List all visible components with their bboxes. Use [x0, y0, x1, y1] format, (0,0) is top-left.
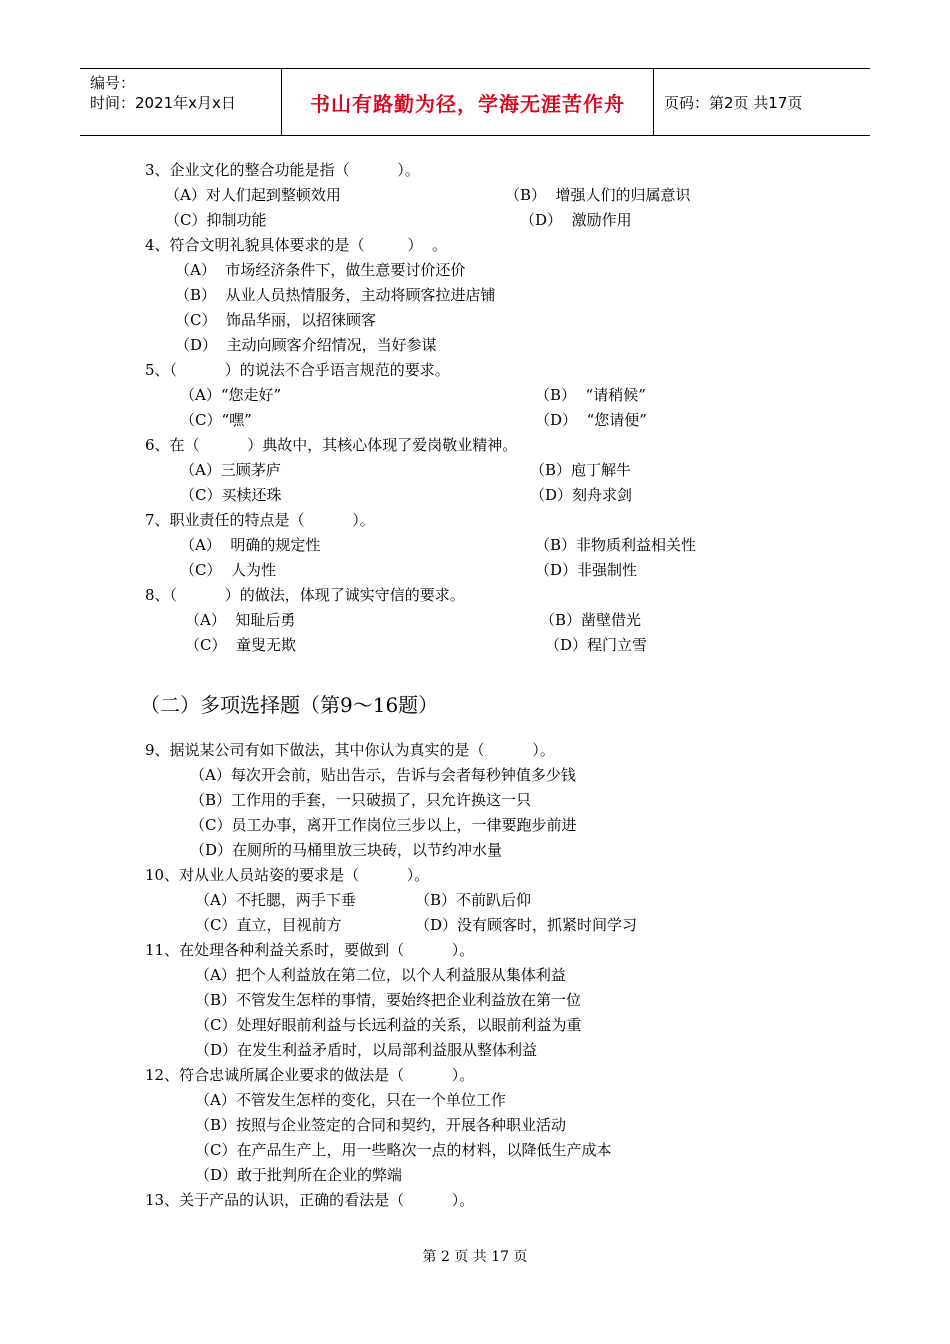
option-c: （C）员工办事，离开工作岗位三步以上，一律要跑步前进: [190, 816, 577, 834]
motto: 书山有路勤为径，学海无涯苦作舟: [310, 91, 625, 116]
time-label: 时间：2021年x月x日: [90, 94, 236, 112]
option-c: （C）在产品生产上，用一些略次一点的材料，以降低生产成本: [195, 1141, 612, 1159]
question-stem: 11、在处理各种利益关系时，要做到（ ）。: [145, 941, 475, 959]
option-b: （B）工作用的手套，一只破损了，只允许换这一只: [190, 791, 532, 809]
header-motto-cell: [282, 69, 654, 135]
option-d: （D） 激励作用: [520, 211, 632, 229]
option-d: （D）在厕所的马桶里放三块砖，以节约冲水量: [190, 841, 503, 859]
number-label: 编号：: [90, 74, 136, 92]
option-a: （A） 知耻后勇: [185, 611, 296, 629]
option-d: （D）程门立雪: [545, 636, 648, 654]
option-a: （A） 市场经济条件下，做生意要讨价还价: [175, 261, 466, 279]
option-b: （B）凿壁借光: [540, 611, 642, 629]
option-a: （A）不托腮，两手下垂: [195, 891, 356, 909]
option-b: （B）不管发生怎样的事情，要始终把企业利益放在第一位: [195, 991, 582, 1009]
question-stem: 6、在（ ）典故中，其核心体现了爱岗敬业精神。: [145, 436, 518, 454]
option-b: （B） 增强人们的归属意识: [505, 186, 691, 204]
option-d: （D）刻舟求剑: [530, 486, 633, 504]
option-c: （C） 饰品华丽，以招徕顾客: [175, 311, 377, 329]
option-c: （C）直立，目视前方: [195, 916, 342, 934]
question-stem: 4、符合文明礼貌具体要求的是（ ） 。: [145, 236, 447, 254]
option-a: （A） 明确的规定性: [180, 536, 321, 554]
option-b: （B）按照与企业签定的合同和契约，开展各种职业活动: [195, 1116, 567, 1134]
page-info: 页码：第2页 共17页: [664, 93, 803, 112]
option-d: （D） 主动向顾客介绍情况，当好参谋: [175, 336, 437, 354]
question-stem: 9、据说某公司有如下做法，其中你认为真实的是（ ）。: [145, 741, 555, 759]
question-stem: 13、关于产品的认识，正确的看法是（ ）。: [145, 1191, 475, 1209]
option-d: （D） “您请便”: [535, 411, 647, 429]
page-footer: 第 2 页 共 17 页: [422, 1249, 528, 1265]
question-stem: 7、职业责任的特点是（ ）。: [145, 511, 375, 529]
option-b: （B）非物质利益相关性: [535, 536, 697, 554]
header-meta: [80, 69, 282, 135]
option-c: （C） 人为性: [180, 561, 277, 579]
option-b: （B） “请稍候”: [535, 386, 646, 404]
option-a: （A）“您走好”: [180, 386, 282, 404]
option-a: （A）不管发生怎样的变化，只在一个单位工作: [195, 1091, 506, 1109]
option-a: （A）三顾茅庐: [180, 461, 281, 479]
question-stem: 10、对从业人员站姿的要求是（ ）。: [145, 866, 430, 884]
option-a: （A）每次开会前，贴出告示，告诉与会者每秒钟值多少钱: [190, 766, 576, 784]
option-d: （D）在发生利益矛盾时，以局部利益服从整体利益: [195, 1041, 538, 1059]
option-d: （D）没有顾客时，抓紧时间学习: [415, 916, 638, 934]
question-stem: 3、企业文化的整合功能是指（ ）。: [145, 161, 420, 179]
header-page-cell: [654, 69, 870, 135]
option-c: （C）抑制功能: [165, 211, 267, 229]
option-c: （C）“嘿”: [180, 411, 252, 429]
option-c: （C）处理好眼前利益与长远利益的关系，以眼前利益为重: [195, 1016, 582, 1034]
option-a: （A）把个人利益放在第二位，以个人利益服从集体利益: [195, 966, 566, 984]
option-d: （D）非强制性: [535, 561, 638, 579]
question-stem: 12、符合忠诚所属企业要求的做法是（ ）。: [145, 1066, 475, 1084]
question-stem: 5、（ ）的说法不合乎语言规范的要求。: [145, 361, 450, 379]
option-b: （B）不前趴后仰: [415, 891, 532, 909]
option-d: （D）敢于批判所在企业的弊端: [195, 1166, 403, 1184]
section-title: （二）多项选择题（第9～16题）: [140, 693, 439, 717]
option-b: （B）庖丁解牛: [530, 461, 632, 479]
option-c: （C） 童叟无欺: [185, 636, 297, 654]
option-b: （B） 从业人员热情服务，主动将顾客拉进店铺: [175, 286, 496, 304]
option-c: （C）买椟还珠: [180, 486, 282, 504]
page-header: [80, 68, 870, 136]
option-a: （A）对人们起到整顿效用: [165, 186, 341, 204]
question-stem: 8、（ ）的做法，体现了诚实守信的要求。: [145, 586, 465, 604]
